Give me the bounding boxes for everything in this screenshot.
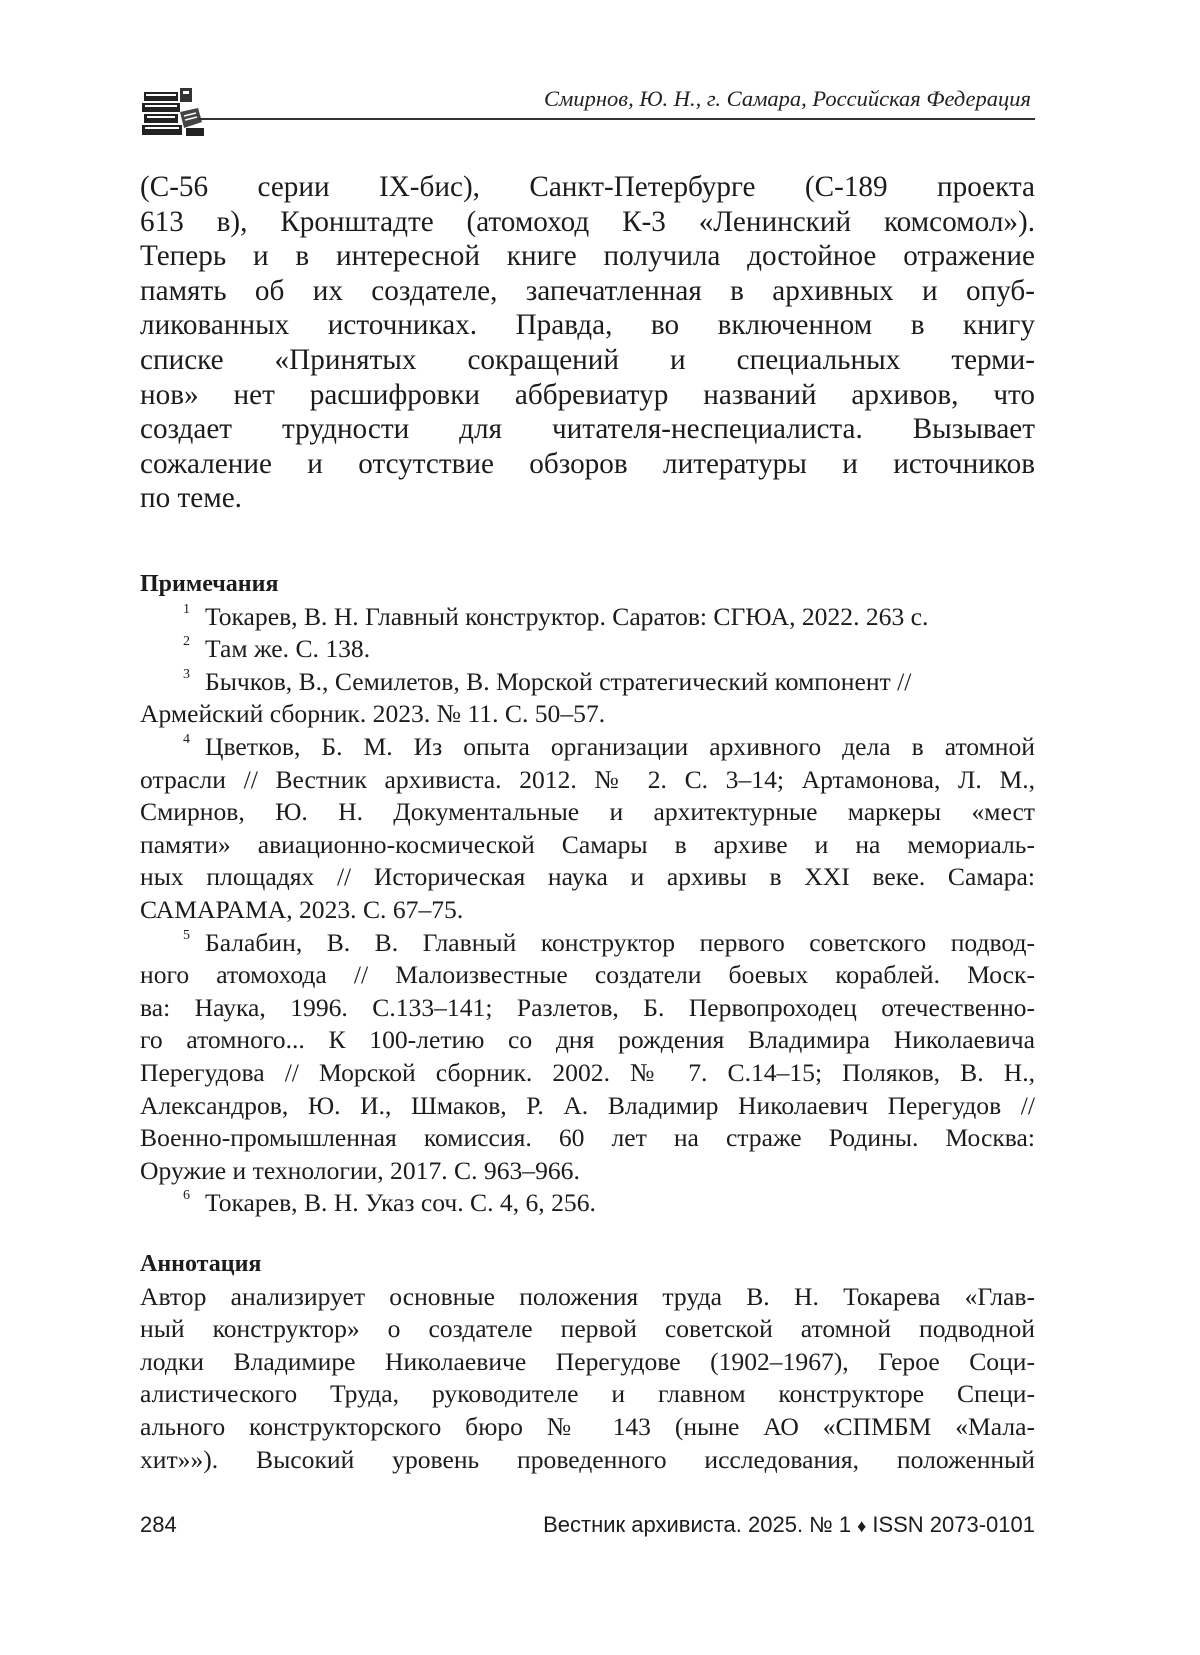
body-text xyxy=(140,170,1035,516)
running-header xyxy=(140,80,1035,126)
note-line: памяти» авиационно-космической Самары в архиве и на мемориаль- xyxy=(140,829,1035,859)
annotation-section xyxy=(140,1248,1035,1476)
annotation-line: лодки Владимире Николаевиче Перегудове (1902–1967), Герое Соци- xyxy=(140,1346,1035,1376)
journal-title: Вестник архивиста. 2025. № 1 xyxy=(543,1512,852,1537)
annotation-line: алистического Труда, руководителе и главном конструкторе Специ- xyxy=(140,1379,1035,1409)
note-line: Смирнов, Ю. Н. Документальные и архитектурные маркеры «мест xyxy=(140,797,1035,827)
issn: ISSN 2073-0101 xyxy=(872,1512,1035,1537)
note-6 xyxy=(140,1187,1035,1220)
note-2 xyxy=(140,633,1035,666)
body-line: ликованных источниках. Правда, во включенном в книгу xyxy=(140,309,1035,342)
archive-books-icon xyxy=(140,86,206,140)
body-line: нов» нет расшифровки аббревиатур названий архивов, что xyxy=(140,378,1035,411)
note-text: Там же. С. 138. xyxy=(205,634,371,664)
body-line: 613 в), Кронштадте (атомоход К-3 «Ленинский комсомол»). xyxy=(140,205,1035,238)
note-line: Армейский сборник. 2023. № 11. С. 50–57. xyxy=(140,699,606,729)
note-5 xyxy=(140,927,1035,960)
header-rule xyxy=(198,118,1035,120)
body-line: создает трудности для читателя-неспециалиста. Вызывает xyxy=(140,413,1035,446)
note-text: Токарев, В. Н. Главный конструктор. Саратов: СГЮА, 2022. 263 с. xyxy=(205,601,929,631)
page-number: 284 xyxy=(140,1512,177,1537)
body-line: по теме. xyxy=(140,482,242,515)
note-text: Бычков, В., Семилетов, В. Морской стратегический компонент // xyxy=(205,666,912,696)
note-line: Перегудова // Морской сборник. 2002. № 7. С.14–15; Поляков, В. Н., xyxy=(140,1057,1035,1087)
note-3 xyxy=(140,666,1035,699)
body-line: Теперь и в интересной книге получила достойное отражение xyxy=(140,240,1035,273)
journal-footer xyxy=(543,1512,1035,1538)
body-line: память об их создателе, запечатленная в архивных и опуб- xyxy=(140,274,1035,307)
note-line: САМАРАМА, 2023. С. 67–75. xyxy=(140,894,464,924)
note-number: 5 xyxy=(183,927,190,943)
note-number: 6 xyxy=(183,1188,190,1204)
body-line: списке «Принятых сокращений и специальных терми- xyxy=(140,343,1035,376)
note-number: 1 xyxy=(183,601,190,617)
note-4 xyxy=(140,731,1035,764)
annotation-line: ального конструкторского бюро № 143 (ныне АО «СПМБМ «Мала- xyxy=(140,1411,1035,1441)
note-line: го атомного... К 100-летию со дня рождения Владимира Николаевича xyxy=(140,1025,1035,1055)
note-number: 3 xyxy=(183,666,190,682)
note-line: ных площадях // Историческая наука и архивы в XXI веке. Самара: xyxy=(140,862,1035,892)
note-text: Балабин, В. В. Главный конструктор первого советского подвод- xyxy=(205,927,1035,957)
note-line: Александров, Ю. И., Шмаков, Р. А. Владимир Николаевич Перегудов // xyxy=(140,1090,1035,1120)
note-line: Военно-промышленная комиссия. 60 лет на страже Родины. Москва: xyxy=(140,1123,1035,1153)
body-line: сожаление и отсутствие обзоров литературы и источников xyxy=(140,447,1035,480)
annotation-line: Автор анализирует основные положения труда В. Н. Токарева «Глав- xyxy=(140,1281,1035,1311)
body-line: (С-56 серии IX-бис), Санкт-Петербурге (С-189 проекта xyxy=(140,171,1035,203)
note-line: Оружие и технологии, 2017. С. 963–966. xyxy=(140,1155,580,1185)
running-title: Смирнов, Ю. Н., г. Самара, Российская Федерация xyxy=(544,86,1031,111)
note-text: Цветков, Б. М. Из опыта организации архивного дела в атомной xyxy=(205,731,1035,761)
annotation-line: хит»»). Высокий уровень проведенного исследования, положенный xyxy=(140,1444,1035,1474)
note-number: 2 xyxy=(183,634,190,650)
note-1 xyxy=(140,601,1035,634)
notes-title: Примечания xyxy=(140,571,279,597)
note-line: ного атомохода // Малоизвестные создатели боевых кораблей. Моск- xyxy=(140,960,1035,990)
note-line: ва: Наука, 1996. С.133–141; Разлетов, Б. Первопроходец отечественно- xyxy=(140,992,1035,1022)
diamond-icon: ♦ xyxy=(857,1516,867,1536)
note-number: 4 xyxy=(183,731,190,747)
annotation-title: Аннотация xyxy=(140,1251,262,1277)
notes-section xyxy=(140,568,1035,1220)
note-text: Токарев, В. Н. Указ соч. С. 4, 6, 256. xyxy=(205,1188,596,1218)
note-line: отрасли // Вестник архивиста. 2012. № 2. С. 3–14; Артамонова, Л. М., xyxy=(140,764,1035,794)
annotation-line: ный конструктор» о создателе первой советской атомной подводной xyxy=(140,1314,1035,1344)
